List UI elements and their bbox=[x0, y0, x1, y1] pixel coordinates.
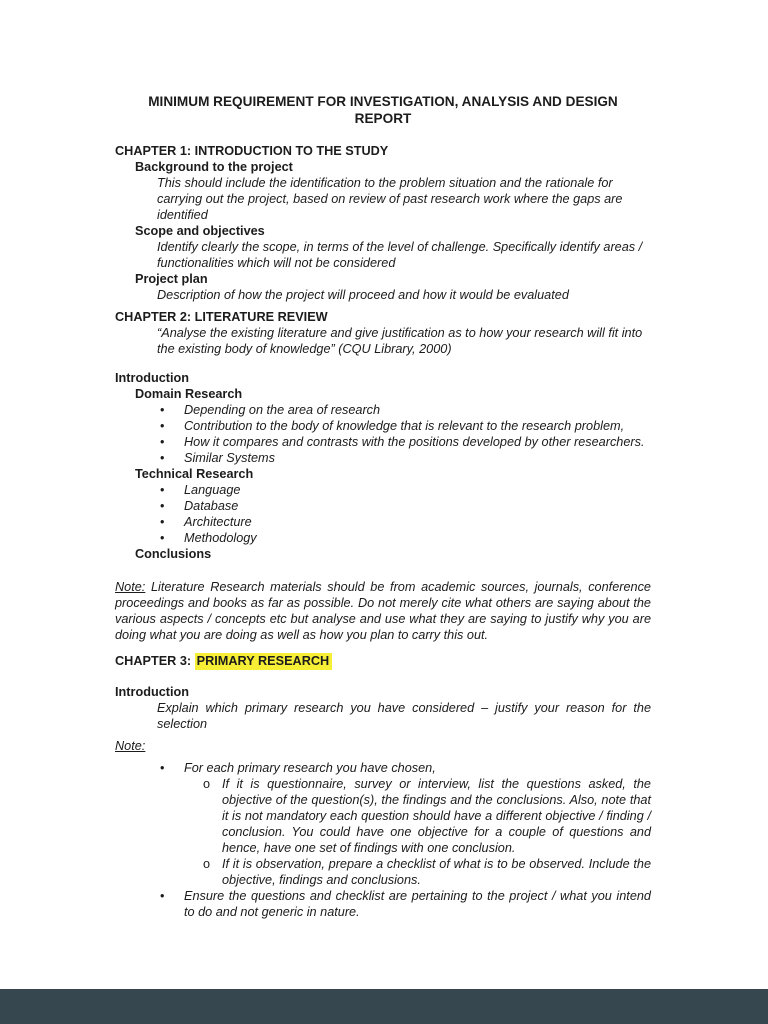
bullet-marker: • bbox=[160, 403, 165, 417]
chapter1-section bbox=[115, 143, 651, 303]
list-item-text: Methodology bbox=[184, 531, 257, 545]
list-item bbox=[115, 888, 651, 920]
chapter3-heading-prefix: CHAPTER 3: bbox=[115, 654, 195, 668]
list-item-text: Architecture bbox=[184, 515, 252, 529]
chapter3-note-label: Note: bbox=[115, 739, 146, 753]
chapter2-section bbox=[115, 309, 651, 357]
bullet-marker: • bbox=[160, 889, 165, 903]
document-title-line2: REPORT bbox=[354, 111, 412, 126]
bullet-marker: • bbox=[160, 419, 165, 433]
chapter1-subheading-background: Background to the project bbox=[135, 160, 293, 174]
list-item bbox=[115, 434, 651, 450]
note-body: Literature Research materials should be from academic sources, journals, conference proceedings and books as far as possible. Do not merely cite what others are saying about the various aspects / concepts etc but analyse and use what they are saying to justify why you are doing what you are doing as well as how you plan to carry this out. bbox=[115, 580, 651, 642]
chapter1-body-scope: Identify clearly the scope, in terms of the level of challenge. Specifically identify areas / functionalities which will not be considered bbox=[157, 240, 643, 270]
chapter1-heading: CHAPTER 1: INTRODUCTION TO THE STUDY bbox=[115, 144, 389, 158]
bullet-marker: • bbox=[160, 451, 165, 465]
bullet-marker: • bbox=[160, 531, 165, 545]
viewer-footer-bar bbox=[0, 989, 768, 1024]
list-item-text: How it compares and contrasts with the positions developed by other researchers. bbox=[184, 435, 645, 449]
bullet-marker: • bbox=[160, 761, 165, 775]
chapter1-subheading-scope: Scope and objectives bbox=[135, 224, 265, 238]
chapter2-note-paragraph bbox=[115, 579, 651, 643]
list-item bbox=[115, 530, 651, 546]
sub-list-item bbox=[115, 776, 651, 856]
domain-research-heading: Domain Research bbox=[135, 387, 243, 401]
sub-list-item-text: If it is observation, prepare a checklist of what is to be observed. Include the objective, findings and conclusions. bbox=[222, 857, 651, 887]
list-item bbox=[115, 514, 651, 530]
sub-list-item bbox=[115, 856, 651, 888]
list-item-text: Depending on the area of research bbox=[184, 403, 381, 417]
list-item bbox=[115, 498, 651, 514]
list-item-text: Ensure the questions and checklist are pertaining to the project / what you intend to do and not generic in nature. bbox=[184, 889, 651, 919]
chapter1-subheading-plan: Project plan bbox=[135, 272, 208, 286]
chapter1-body-plan: Description of how the project will proceed and how it would be evaluated bbox=[157, 288, 569, 302]
bullet-marker: • bbox=[160, 483, 165, 497]
bullet-marker: • bbox=[160, 435, 165, 449]
list-item bbox=[115, 482, 651, 498]
bullet-marker: • bbox=[160, 515, 165, 529]
conclusions-heading: Conclusions bbox=[135, 547, 212, 561]
list-item-text: Language bbox=[184, 483, 241, 497]
list-item bbox=[115, 418, 651, 434]
circle-marker: o bbox=[203, 777, 211, 791]
technical-research-heading: Technical Research bbox=[135, 467, 254, 481]
sub-list-item-text: If it is questionnaire, survey or interview, list the questions asked, the objective of the question(s), the findings and the conclusions. Also, note that it is not mandatory each question should have a different objective / finding / conclusion. You could have one objective for a couple of questions and hence, have one set of findings with one conclusion. bbox=[222, 777, 651, 855]
list-item-text: Database bbox=[184, 499, 239, 513]
chapter3-introduction-heading: Introduction bbox=[115, 685, 189, 699]
chapter1-body-background: This should include the identification to the problem situation and the rationale for carrying out the project, based on review of past research work where the gaps are identified bbox=[157, 176, 623, 222]
list-item bbox=[115, 450, 651, 466]
bullet-marker: • bbox=[160, 499, 165, 513]
chapter2-introduction-section bbox=[115, 370, 651, 562]
chapter3-note-list bbox=[115, 760, 651, 920]
list-item-text: Similar Systems bbox=[184, 451, 275, 465]
document-title-line1: MINIMUM REQUIREMENT FOR INVESTIGATION, ANALYSIS AND DESIGN bbox=[148, 94, 618, 109]
chapter2-heading: CHAPTER 2: LITERATURE REVIEW bbox=[115, 310, 328, 324]
chapter3-heading bbox=[115, 652, 651, 670]
list-item-text: For each primary research you have chosen, bbox=[184, 761, 436, 775]
chapter3-introduction-section bbox=[115, 684, 651, 732]
note-label: Note: bbox=[115, 580, 146, 594]
chapter3-heading-highlighted-text: PRIMARY RESEARCH bbox=[195, 653, 333, 670]
list-item-text: Contribution to the body of knowledge that is relevant to the research problem, bbox=[184, 419, 625, 433]
list-item bbox=[115, 760, 651, 776]
chapter2-quote: “Analyse the existing literature and give justification as to how your research will fit into the existing body of knowledge” (CQU Library, 2000) bbox=[157, 326, 643, 356]
list-item bbox=[115, 402, 651, 418]
document-title bbox=[107, 93, 659, 127]
chapter2-introduction-heading: Introduction bbox=[115, 371, 189, 385]
chapter3-introduction-body: Explain which primary research you have considered – justify your reason for the selection bbox=[157, 701, 651, 731]
circle-marker: o bbox=[203, 857, 211, 871]
